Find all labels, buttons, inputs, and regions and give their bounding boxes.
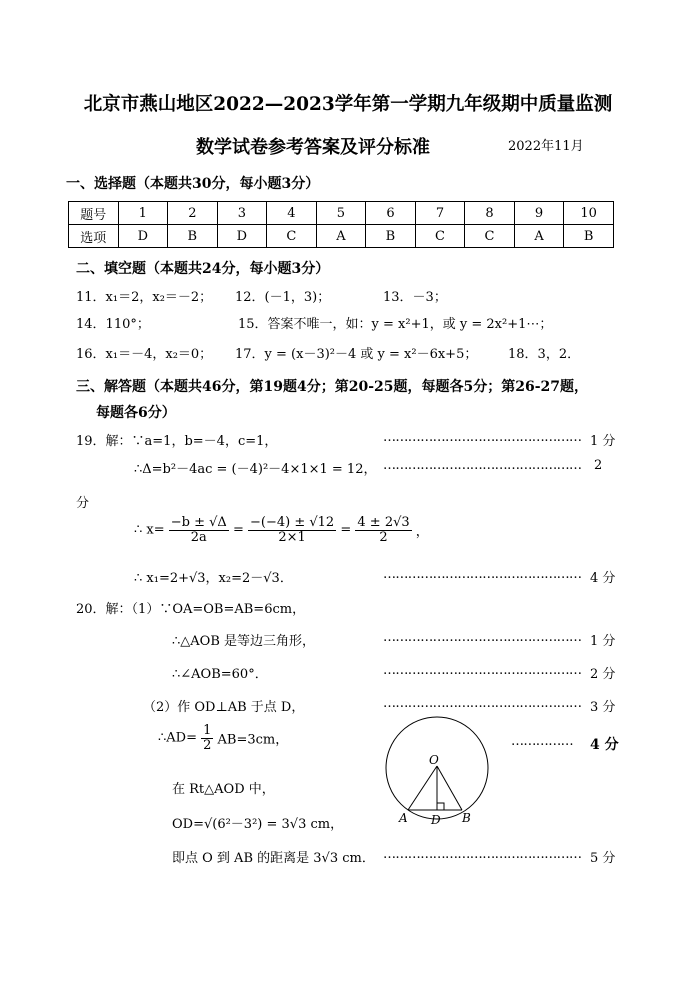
q19-line-3-tail: ， <box>415 524 429 540</box>
segment-oa <box>408 766 437 810</box>
label-b: B <box>462 811 471 825</box>
section-2-heading: 二、填空题（本题共24分，每小题3分） <box>76 261 330 277</box>
score-label: 3 分 <box>590 700 616 715</box>
q20-line-5-lhs: ∴AD= <box>158 730 197 746</box>
table-cell: 1 <box>118 202 168 225</box>
score-leader: ………………………………………… <box>383 567 582 582</box>
fraction-numerator: −(−4) ± √12 <box>250 515 335 530</box>
table-cell: B <box>366 225 416 248</box>
score-label: 1 分 <box>590 634 616 649</box>
table-cell: 8 <box>465 202 515 225</box>
label-o: O <box>429 753 439 767</box>
q20-line-6: 在 Rt△AOD 中， <box>172 782 275 797</box>
label-a: A <box>399 811 408 825</box>
fraction-denominator: 2×1 <box>278 529 306 545</box>
circle-figure <box>380 710 495 830</box>
table-cell: A <box>514 225 564 248</box>
table-row <box>69 225 614 248</box>
score-leader: …………… <box>511 734 574 749</box>
q20-line-5 <box>158 724 288 752</box>
q20-line-5-rhs: AB=3cm， <box>217 732 289 748</box>
answer-11: 11．x₁＝2，x₂＝－2； <box>76 290 213 305</box>
score-leader: ………………………………………… <box>383 847 582 862</box>
answer-14: 14．110°； <box>76 317 150 332</box>
q20-line-7: OD=√(6²－3²) = 3√3 cm， <box>172 817 344 832</box>
score-leader: ………………………………………… <box>383 630 582 645</box>
section-3-heading-cont: 每题各6分） <box>96 405 176 421</box>
score-label: 2 分 <box>590 667 616 682</box>
answer-17: 17．y = (x－3)²－4 或 y = x²－6x+5； <box>235 347 478 362</box>
table-cell: D <box>118 225 168 248</box>
score-leader: ………………………………………… <box>383 696 582 711</box>
equals-sign: = <box>232 522 244 538</box>
label-d: D <box>431 813 441 827</box>
score-label: 5 分 <box>590 851 616 866</box>
answer-table <box>68 201 614 248</box>
table-cell: D <box>217 225 267 248</box>
table-row <box>69 202 614 225</box>
fraction-numerator: 4 ± 2√3 <box>357 515 410 530</box>
table-cell: 9 <box>514 202 564 225</box>
table-cell: C <box>415 225 465 248</box>
table-cell: C <box>267 225 317 248</box>
q19-line-3-lhs: ∴ x= <box>134 522 165 538</box>
fraction <box>169 516 229 544</box>
document-subtitle: 数学试卷参考答案及评分标准 <box>196 137 430 158</box>
fraction-denominator: 2 <box>203 737 212 753</box>
table-cell: 5 <box>316 202 366 225</box>
document-date: 2022年11月 <box>508 139 584 154</box>
fraction <box>248 516 336 544</box>
q19-line-3 <box>134 516 429 544</box>
table-cell: 4 <box>267 202 317 225</box>
answer-12: 12．(－1，3)； <box>235 290 331 305</box>
answer-15: 15．答案不唯一，如：y = x²+1，或 y = 2x²+1⋯； <box>238 317 553 332</box>
table-cell: 7 <box>415 202 465 225</box>
answer-18: 18．3，2． <box>508 347 581 362</box>
answer-16: 16．x₁＝－4，x₂＝0； <box>76 347 213 362</box>
table-header-cell: 题号 <box>69 202 119 225</box>
equals-sign: = <box>340 522 352 538</box>
q20-line-3: ∴∠AOB=60°． <box>172 667 268 682</box>
score-label: 1 分 <box>590 434 616 449</box>
section-3-heading: 三、解答题（本题共46分，第19题4分；第20-25题，每题各5分；第26-27题， <box>76 379 588 395</box>
score-label: 2 <box>594 458 603 473</box>
q20-line-8: 即点 O 到 AB 的距离是 3√3 cm． <box>172 851 375 866</box>
table-cell: A <box>316 225 366 248</box>
table-cell: B <box>564 225 614 248</box>
fraction-denominator: 2a <box>190 529 207 545</box>
q19-line-1: 19．解：∵a=1，b=－4，c=1， <box>76 434 278 449</box>
table-cell: 2 <box>168 202 218 225</box>
fraction-numerator: 1 <box>203 723 212 738</box>
score-leader: ………………………………………… <box>383 663 582 678</box>
score-unit-wrapped: 分 <box>76 496 90 511</box>
table-header-cell: 选项 <box>69 225 119 248</box>
score-leader: ………………………………………… <box>383 458 582 473</box>
fraction <box>355 516 411 544</box>
table-cell: C <box>465 225 515 248</box>
section-1-heading: 一、选择题（本题共30分，每小题3分） <box>66 176 320 192</box>
q20-line-1: 20．解：（1）∵OA=OB=AB=6cm， <box>76 602 306 617</box>
document-title: 北京市燕山地区2022—2023学年第一学期九年级期中质量监测 <box>83 94 613 115</box>
score-label: 4 分 <box>590 571 616 586</box>
fraction-numerator: −b ± √Δ <box>170 515 227 530</box>
right-angle-mark <box>437 803 444 810</box>
table-cell: 3 <box>217 202 267 225</box>
score-leader: ………………………………………… <box>383 430 582 445</box>
table-cell: B <box>168 225 218 248</box>
q20-line-2: ∴△AOB 是等边三角形， <box>172 634 316 649</box>
q19-line-4: ∴ x₁=2+√3，x₂=2－√3． <box>134 571 293 586</box>
answer-13: 13．－3； <box>383 290 447 305</box>
score-label: 4 分 <box>590 737 619 753</box>
table-cell: 10 <box>564 202 614 225</box>
fraction-denominator: 2 <box>379 529 388 545</box>
q19-line-2: ∴Δ=b²－4ac = (－4)²－4×1×1 = 12， <box>134 462 377 477</box>
q20-line-4: （2）作 OD⊥AB 于点 D， <box>143 700 305 715</box>
fraction <box>201 724 213 752</box>
table-cell: 6 <box>366 202 416 225</box>
